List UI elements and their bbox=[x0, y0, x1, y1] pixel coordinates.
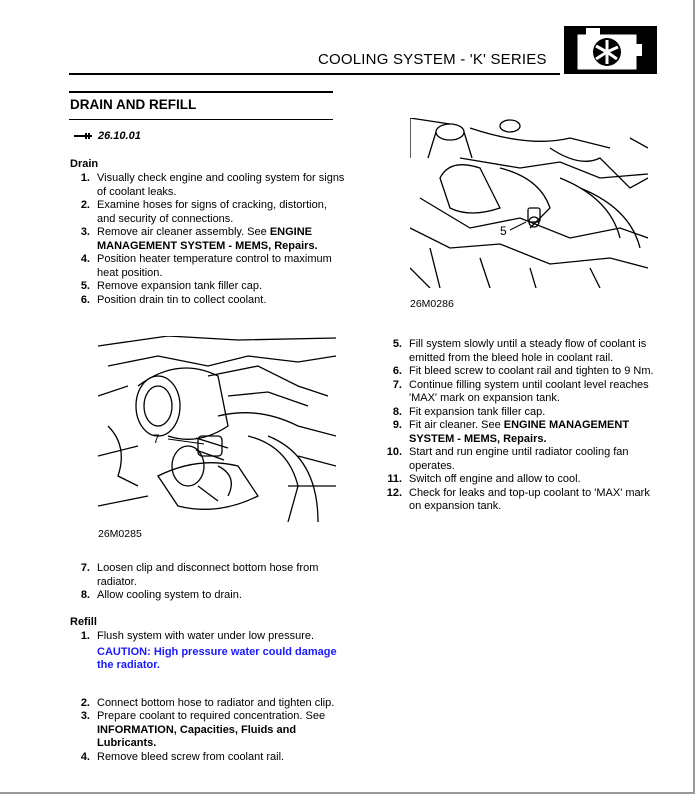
engine-drawing-bottom-hose bbox=[98, 336, 336, 522]
list-item: 3. Remove air cleaner assembly. See ENGINE MANAGEMENT SYSTEM - MEMS, Repairs. bbox=[80, 226, 318, 252]
list-item: 1. Visually check engine and cooling system for signs of coolant leaks. bbox=[80, 172, 345, 198]
list-item: 11. Switch off engine and allow to cool. bbox=[387, 473, 581, 485]
list-item: 10. Start and run engine until radiator cooling fan operates. bbox=[386, 446, 629, 472]
list-item: 7. Loosen clip and disconnect bottom hose from radiator. bbox=[80, 562, 319, 588]
drain-steps-continued bbox=[70, 562, 345, 603]
list-item: 7. Continue filling system until coolant level reaches 'MAX' mark on expansion tank. bbox=[392, 378, 649, 404]
figure-id: 26M0285 bbox=[98, 528, 142, 540]
caution-note: CAUTION: High pressure water could damage the radiator. bbox=[97, 645, 337, 671]
cross-reference: ENGINE MANAGEMENT SYSTEM - MEMS, Repairs. bbox=[97, 226, 318, 252]
refill-steps bbox=[70, 630, 350, 764]
wrench-icon bbox=[74, 132, 92, 140]
list-item: 4. Remove bleed screw from coolant rail. bbox=[80, 750, 285, 763]
list-item: 5. Fill system slowly until a steady flow of coolant is emitted from the bleed hole in coolant rail. bbox=[392, 338, 647, 364]
cross-reference: INFORMATION, Capacities, Fluids and Lubricants. bbox=[97, 723, 297, 749]
figure-callout: 7 bbox=[153, 432, 160, 446]
list-item: 2. Examine hoses for signs of cracking, distortion, and security of connections. bbox=[80, 199, 327, 225]
section-rule-top bbox=[69, 91, 333, 93]
list-item: 8. Fit expansion tank filler cap. bbox=[392, 405, 546, 418]
list-item: 1. Flush system with water under low pressure. bbox=[80, 630, 315, 642]
list-item: 2. Connect bottom hose to radiator and tighten clip. bbox=[80, 696, 335, 709]
op-code-value: 26.10.01 bbox=[98, 130, 141, 142]
section-rule-bottom bbox=[69, 119, 333, 120]
refill-heading: Refill bbox=[70, 616, 97, 628]
figure-bottom-hose bbox=[98, 336, 336, 540]
list-item: 12. Check for leaks and top-up coolant to 'MAX' mark on expansion tank. bbox=[386, 486, 650, 512]
list-item: 5. Remove expansion tank filler cap. bbox=[80, 280, 263, 292]
drain-steps bbox=[70, 172, 345, 307]
cross-reference: ENGINE MANAGEMENT SYSTEM - MEMS, Repairs. bbox=[409, 419, 630, 445]
section-title: DRAIN AND REFILL bbox=[70, 97, 197, 112]
drain-heading: Drain bbox=[70, 158, 99, 170]
radiator-fan-icon bbox=[564, 26, 657, 74]
list-item: 8. Allow cooling system to drain. bbox=[80, 589, 242, 601]
list-item: 6. Position drain tin to collect coolant. bbox=[80, 293, 267, 306]
header-rule bbox=[69, 73, 560, 75]
list-item: 3. Prepare coolant to required concentration. See INFORMATION, Capacities, Fluids and Lubricants. bbox=[80, 710, 326, 749]
figure-callout: 5 bbox=[500, 224, 507, 238]
operation-code bbox=[74, 130, 141, 142]
list-item: 4. Position heater temperature control to maximum heat position. bbox=[80, 253, 332, 279]
figure-id: 26M0286 bbox=[410, 298, 454, 310]
list-item: 9. Fit air cleaner. See ENGINE MANAGEMENT SYSTEM - MEMS, Repairs. bbox=[392, 419, 630, 445]
page-header-title: COOLING SYSTEM - 'K' SERIES bbox=[318, 51, 547, 68]
refill-steps-continued bbox=[382, 338, 660, 514]
engine-drawing-bleed-screw bbox=[410, 118, 648, 288]
figure-bleed-screw bbox=[410, 118, 648, 308]
list-item: 6. Fit bleed screw to coolant rail and tighten to 9 Nm. bbox=[392, 365, 654, 377]
